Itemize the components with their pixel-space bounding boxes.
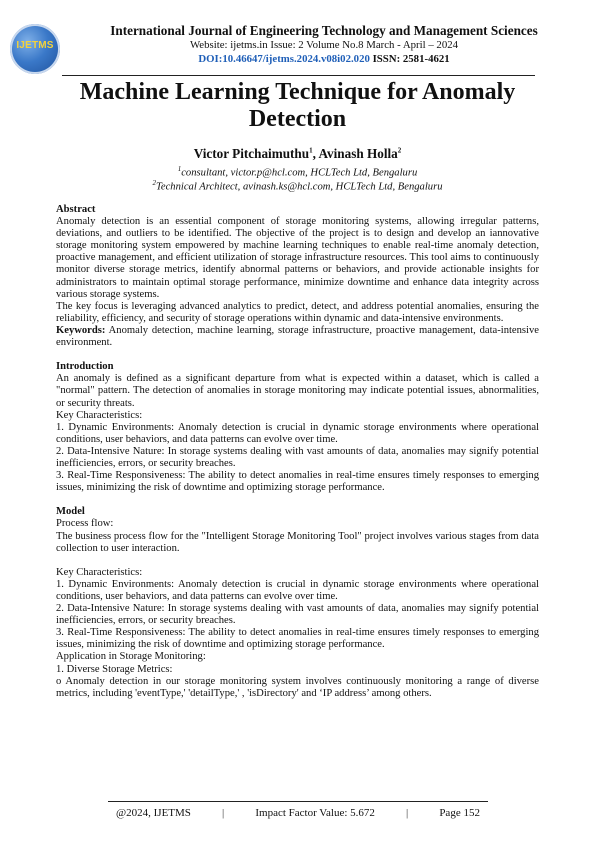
affiliation-2	[40, 177, 555, 194]
issn: ISSN: 2581-4621	[369, 53, 450, 65]
footer-divider	[108, 801, 488, 802]
keywords	[56, 325, 539, 349]
application-heading: Application in Storage Monitoring:	[56, 651, 206, 663]
introduction-item-3: 3. Real-Time Responsiveness: The ability to detect anomalies in real-time ensures timely responses to emerging issues, minimizing the risk of downtime and optimizing storage performance.	[56, 470, 539, 494]
introduction-heading: Introduction	[56, 361, 114, 373]
spacer	[56, 555, 539, 567]
introduction-key-characteristics: Key Characteristics:	[56, 409, 143, 421]
page-footer	[108, 807, 488, 819]
journal-logo	[10, 24, 60, 74]
footer-separator: |	[406, 807, 409, 819]
model-item-3: 3. Real-Time Responsiveness: The ability to detect anomalies in real-time ensures timely responses to emerging issues, minimizing the risk of downtime and optimizing storage performance.	[56, 627, 539, 651]
introduction-paragraph: An anomaly is defined as a significant departure from what is expected within a dataset, which is called a "normal" pattern. The detection of anomalies in storage monitoring may indicate potential issues, abnormalities, or security threats.	[56, 373, 539, 409]
keywords-label: Keywords:	[56, 324, 106, 336]
doi-link[interactable]: DOI:10.46647/ijetms.2024.v08i02.020	[198, 53, 370, 65]
title-line-1: Machine Learning Technique for Anomaly	[79, 79, 516, 105]
footer-page-number: Page 152	[439, 807, 480, 819]
author-1-sup: 1	[309, 146, 313, 155]
spacer	[56, 494, 539, 506]
model-paragraph: The business process flow for the "Intelligent Storage Monitoring Tool" project involves various stages from data collection to user interaction.	[56, 530, 539, 554]
model-key-characteristics: Key Characteristics:	[56, 566, 143, 578]
model-item-1: 1. Dynamic Environments: Anomaly detection is crucial in dynamic storage environments where operational conditions, user behaviors, and data patterns can evolve over time.	[56, 578, 539, 602]
footer-impact-factor: Impact Factor Value: 5.672	[255, 807, 375, 819]
paper-title	[40, 79, 555, 133]
author-2-sup: 2	[397, 146, 402, 155]
abstract-paragraph-1: Anomaly detection is an essential component of storage monitoring systems, allowing irregular patterns, deviations, and outliers to be identified. The objective of the project is to design and develop an iannovative storage monitoring system empowered by machine learning techniques to enable real-time anomaly detection, proactive management, and efficient utilization of storage infrastructure resources. This tool aims to continuously monitor diverse storage metrics, identify abnormal patterns or behaviors, and provide actionable insights for administrators to maintain optimal storage performance, minimize downtime and enhance data integrity across various storage systems.	[56, 216, 539, 300]
diverse-metrics-item: 1. Diverse Storage Metrics:	[56, 663, 173, 675]
paper-body	[56, 204, 539, 700]
title-line-2: Detection	[248, 106, 347, 132]
author-list	[40, 146, 555, 162]
author-2: Avinash Holla	[318, 146, 398, 161]
footer-copyright: @2024, IJETMS	[116, 807, 191, 819]
abstract-paragraph-2: The key focus is leveraging advanced analytics to predict, detect, and address potential anomalies, ensuring the reliability, efficiency, and security of storage operations within dynamic and data-intensive environments.	[56, 300, 539, 324]
author-1: Victor Pitchaimuthu	[193, 146, 310, 161]
diverse-metrics-bullet: o Anomaly detection in our storage monitoring system involves continuously monitoring a range of diverse metrics, including 'eventType,' 'detailType,' , 'isDirectory' and ‘IP address’ among others.	[56, 675, 539, 699]
author-separator: ,	[312, 146, 319, 161]
affiliation-1-text: consultant, victor.p@hcl.com, HCLTech Ltd, Bengaluru	[181, 167, 418, 179]
process-flow-label: Process flow:	[56, 518, 114, 530]
journal-issue-line: Website: ijetms.in Issue: 2 Volume No.8 March - April – 2024	[189, 39, 459, 51]
affiliation-1-sup: 1	[177, 165, 182, 173]
journal-header	[64, 23, 584, 66]
affiliation-2-text: Technical Architect, avinash.ks@hcl.com, HCLTech Ltd, Bengaluru	[155, 181, 443, 193]
spacer	[56, 349, 539, 361]
introduction-item-1: 1. Dynamic Environments: Anomaly detection is crucial in dynamic storage environments where operational conditions, user behaviors, and data patterns can evolve over time.	[56, 421, 539, 445]
abstract-heading: Abstract	[56, 204, 96, 215]
journal-name: International Journal of Engineering Technology and Management Sciences	[110, 23, 538, 38]
header-divider	[62, 75, 535, 76]
affiliation-2-sup: 2	[152, 179, 156, 187]
keywords-text: Anomaly detection, machine learning, storage infrastructure, proactive management, data-intensive environment.	[56, 324, 539, 349]
footer-separator: |	[222, 807, 225, 819]
model-item-2: 2. Data-Intensive Nature: In storage systems dealing with vast amounts of data, anomalies may signify potential inefficiencies, errors, or security breaches.	[56, 603, 539, 627]
model-heading: Model	[56, 506, 85, 518]
journal-doi-line	[64, 52, 584, 66]
logo-text: IJETMS	[16, 40, 54, 51]
introduction-item-2: 2. Data-Intensive Nature: In storage systems dealing with vast amounts of data, anomalies may signify potential inefficiencies, errors, or security breaches.	[56, 445, 539, 469]
